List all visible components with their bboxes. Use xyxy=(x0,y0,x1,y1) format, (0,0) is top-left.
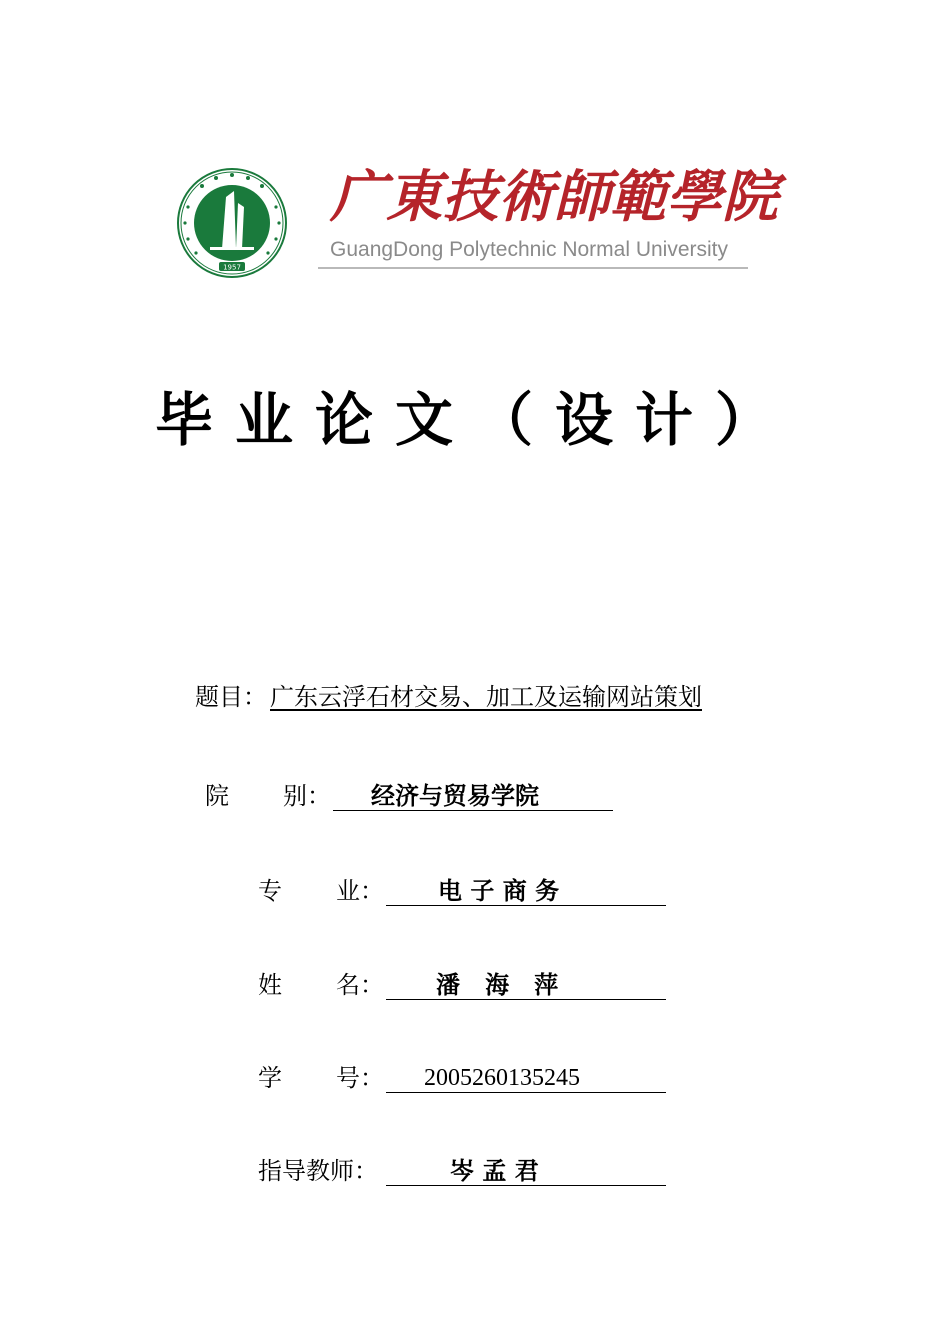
name-row xyxy=(258,968,678,1002)
advisor-label: 指导教师： xyxy=(258,1157,378,1185)
department-value: 经济与贸易学院 xyxy=(371,781,539,810)
major-underline xyxy=(386,905,666,906)
document-title: 毕业论文（设计） xyxy=(154,386,795,454)
major-value: 电 子 商 务 xyxy=(438,876,560,905)
logo-divider xyxy=(318,267,748,269)
topic-value: 广东云浮石材交易、加工及运输网站策划 xyxy=(270,683,702,711)
major-row xyxy=(258,874,678,908)
student-id-label-second: 号： xyxy=(336,1064,384,1092)
university-name-english: GuangDong Polytechnic Normal University xyxy=(330,238,729,261)
student-id-value: 2005260135245 xyxy=(424,1065,580,1091)
major-label-second: 业： xyxy=(336,877,384,905)
topic-label: 题目： xyxy=(195,683,267,711)
name-underline xyxy=(386,999,666,1000)
advisor-value: 岑 孟 君 xyxy=(450,1156,539,1185)
major-label-first: 专 xyxy=(258,877,282,905)
department-underline xyxy=(333,810,613,811)
topic-row xyxy=(195,680,755,714)
department-label-first: 院 xyxy=(205,782,229,810)
student-id-label-first: 学 xyxy=(258,1064,282,1092)
name-label-first: 姓 xyxy=(258,971,282,999)
student-id-row xyxy=(258,1061,678,1095)
university-emblem-icon xyxy=(176,167,288,279)
department-label-second: 别： xyxy=(283,782,331,810)
department-row xyxy=(205,779,625,813)
advisor-row xyxy=(258,1154,678,1188)
university-name-chinese: 广東技術師範學院 xyxy=(330,164,778,230)
name-label-second: 名： xyxy=(336,971,384,999)
name-value: 潘 海 萍 xyxy=(436,970,559,999)
advisor-underline xyxy=(386,1185,666,1186)
emblem-year: 1957 xyxy=(223,263,241,272)
student-id-underline xyxy=(386,1092,666,1093)
